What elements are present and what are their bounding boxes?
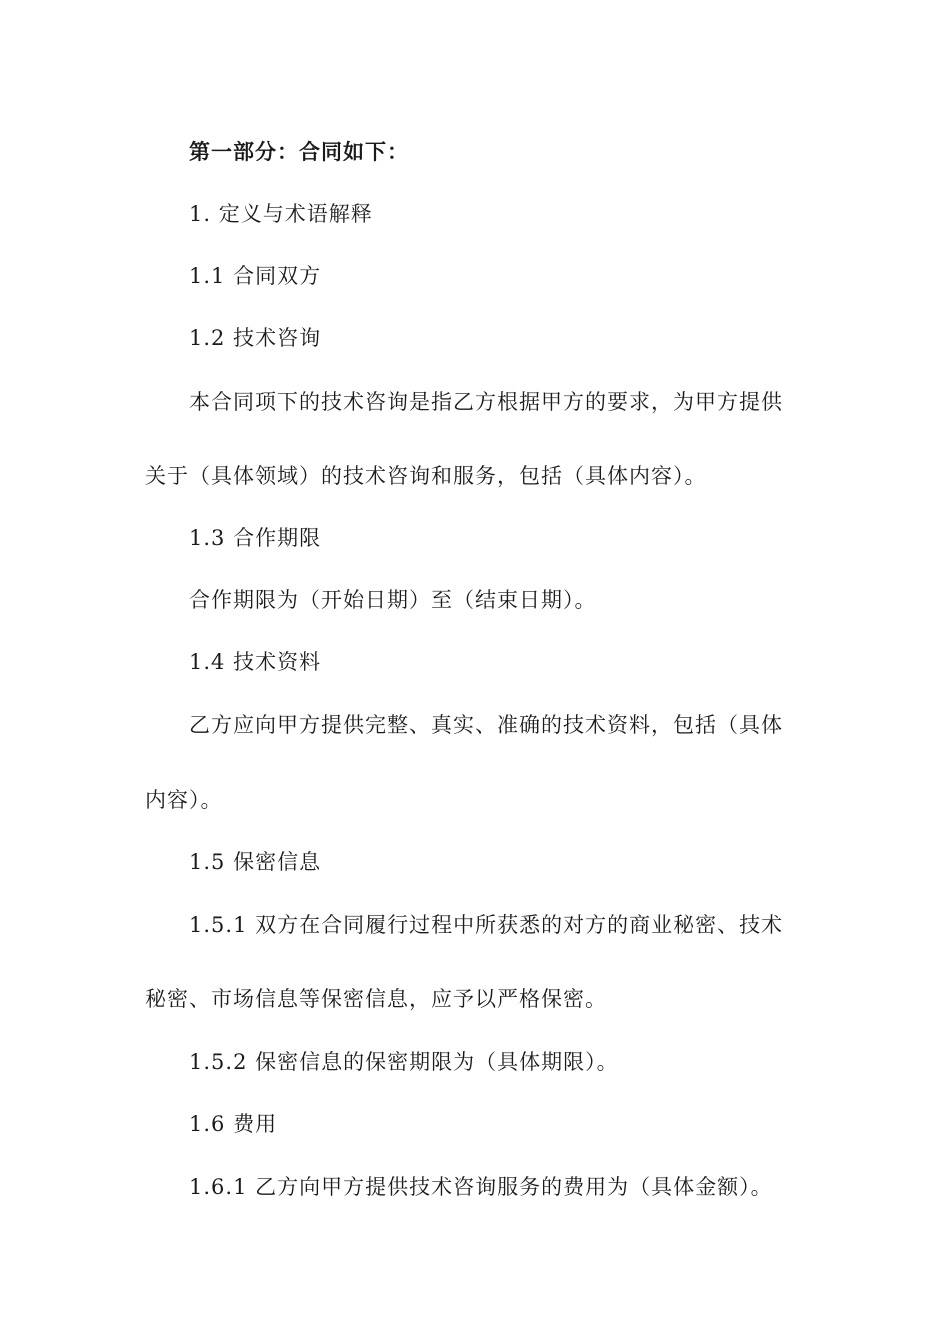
clause-1-4-body-line-2: 内容）。: [145, 788, 223, 812]
clause-1-3-body: 合作期限为（开始日期）至（结束日期）。: [189, 588, 597, 612]
clause-1-2-title: 1.2 技术咨询: [189, 326, 322, 350]
clause-1-5-1-line-1: 1.5.1 双方在合同履行过程中所获悉的对方的商业秘密、技术: [189, 913, 784, 937]
clause-1-3-title: 1.3 合作期限: [189, 526, 322, 550]
clause-1-2-body-line-2: 关于（具体领域）的技术咨询和服务，包括（具体内容）。: [145, 464, 707, 488]
clause-1-5-title: 1.5 保密信息: [189, 850, 322, 874]
clause-1-5-1-line-2: 秘密、市场信息等保密信息，应予以严格保密。: [145, 987, 607, 1011]
clause-1-6-1: 1.6.1 乙方向甲方提供技术咨询服务的费用为（具体金额）。: [189, 1175, 773, 1199]
clause-1-4-body-line-1: 乙方应向甲方提供完整、真实、准确的技术资料，包括（具体: [189, 713, 783, 737]
clause-1-6-title: 1.6 费用: [189, 1112, 278, 1136]
clause-1-2-body-line-1: 本合同项下的技术咨询是指乙方根据甲方的要求，为甲方提供: [189, 390, 783, 414]
clause-1-5-2: 1.5.2 保密信息的保密期限为（具体期限）。: [189, 1050, 619, 1074]
clause-1-4-title: 1.4 技术资料: [189, 650, 322, 674]
clause-1-title: 1. 定义与术语解释: [189, 202, 373, 226]
clause-1-1-title: 1.1 合同双方: [189, 264, 322, 288]
section-heading: 第一部分：合同如下：: [189, 140, 409, 164]
